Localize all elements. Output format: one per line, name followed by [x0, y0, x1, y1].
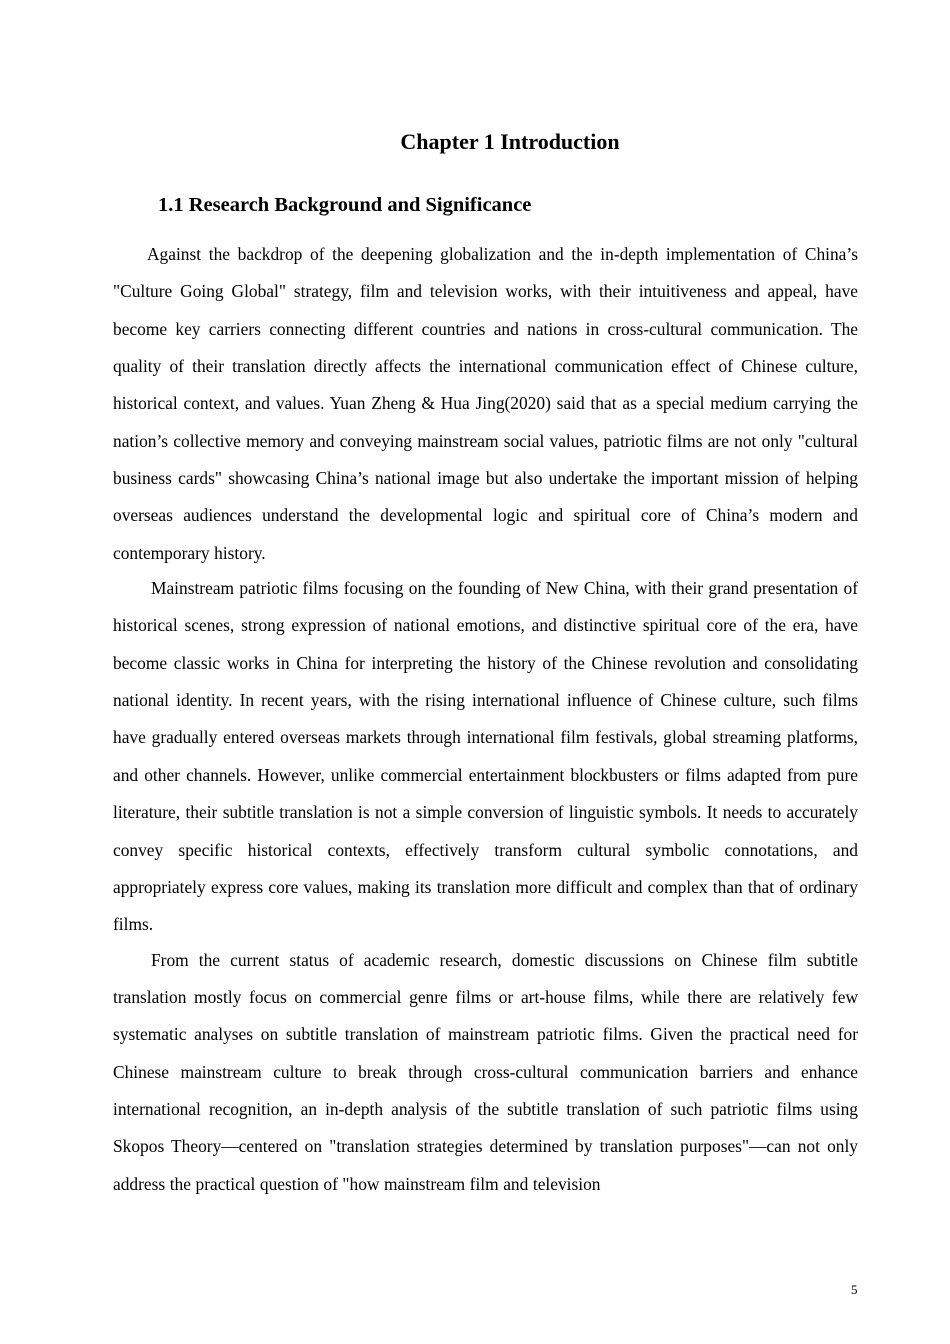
- paragraph-3: From the current status of academic research, domestic discussions on Chinese film subtitle translation mostly focus on commercial genre films or art-house films, while there are relatively few systematic analyses on subtitle translation of mainstream patriotic films. Given the practical need for Chinese mainstream culture to break through cross-cultural communication barriers and enhance international recognition, an in-depth analysis of the subtitle translation of such patriotic films using Skopos Theory—centered on "translation strategies determined by translation purposes"—can not only address the practical question of "how mainstream film and television: [113, 949, 858, 1194]
- paragraph-2: Mainstream patriotic films focusing on the founding of New China, with their grand presentation of historical scenes, strong expression of national emotions, and distinctive spiritual core of the era, have become classic works in China for interpreting the history of the Chinese revolution and consolidating national identity. In recent years, with the rising international influence of Chinese culture, such films have gradually entered overseas markets through international film festivals, global streaming platforms, and other channels. However, unlike commercial entertainment blockbusters or films adapted from pure literature, their subtitle translation is not a simple conversion of linguistic symbols. It needs to accurately convey specific historical contexts, effectively transform cultural symbolic connotations, and appropriately express core values, making its translation more difficult and complex than that of ordinary films.: [113, 578, 858, 935]
- body-text: [113, 236, 858, 1203]
- section-title: 1.1 Research Background and Significance: [158, 194, 532, 216]
- page-number: 5: [851, 1282, 858, 1297]
- paragraph-1: Against the backdrop of the deepening globalization and the in-depth implementation of China’s "Culture Going Global" strategy, film and television works, with their intuitiveness and appeal, have become key carriers connecting different countries and nations in cross-cultural communication. The quality of their translation directly affects the international communication effect of Chinese culture, historical context, and values. Yuan Zheng & Hua Jing(2020) said that as a special medium carrying the nation’s collective memory and conveying mainstream social values, patriotic films are not only "cultural business cards" showcasing China’s national image but also undertake the important mission of helping overseas audiences understand the developmental logic and spiritual core of China’s modern and contemporary history.: [113, 244, 858, 563]
- chapter-title: Chapter 1 Introduction: [400, 129, 620, 154]
